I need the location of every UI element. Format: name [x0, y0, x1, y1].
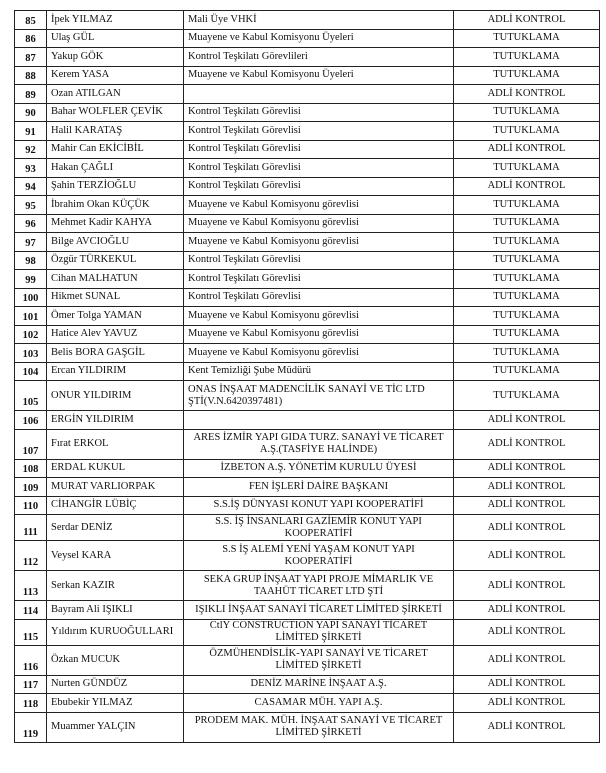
table-row [15, 496, 600, 515]
position-title: CASAMAR MÜH. YAPI A.Ş. [184, 694, 454, 713]
table-row [15, 196, 600, 215]
table-row [15, 541, 600, 571]
row-number: 91 [15, 122, 47, 141]
position-title: IŞIKLI İNŞAAT SANAYİ TİCARET LİMİTED ŞİRKETİ [184, 601, 454, 620]
person-name: Mehmet Kadir KAHYA [47, 214, 184, 233]
person-name: İpek YILMAZ [47, 11, 184, 30]
position-title: Muayene ve Kabul Komisyonu görevlisi [184, 307, 454, 326]
table-row [15, 362, 600, 381]
legal-status: TUTUKLAMA [454, 196, 600, 215]
person-name: Şahin TERZİOĞLU [47, 177, 184, 196]
position-title: Kontrol Teşkilatı Görevlisi [184, 251, 454, 270]
position-title: SEKA GRUP İNŞAAT YAPI PROJE MİMARLIK VE TAAHÜT TİCARET LTD ŞTİ [184, 571, 454, 601]
legal-status: ADLİ KONTROL [454, 140, 600, 159]
row-number: 116 [15, 645, 47, 675]
person-name: CİHANGİR LÜBİÇ [47, 496, 184, 515]
position-title [184, 411, 454, 430]
row-number: 110 [15, 496, 47, 515]
row-number: 113 [15, 571, 47, 601]
position-title: Muayene ve Kabul Komisyonu Üyeleri [184, 29, 454, 48]
table-row [15, 571, 600, 601]
table-row [15, 694, 600, 713]
table-row [15, 429, 600, 459]
table-row [15, 325, 600, 344]
row-number: 115 [15, 619, 47, 645]
table-row [15, 177, 600, 196]
position-title: PRODEM MAK. MÜH. İNŞAAT SANAYİ VE TİCARET LİMİTED ŞİRKETİ [184, 712, 454, 742]
table-row [15, 270, 600, 289]
row-number: 112 [15, 541, 47, 571]
legal-status: TUTUKLAMA [454, 344, 600, 363]
row-number: 103 [15, 344, 47, 363]
row-number: 95 [15, 196, 47, 215]
row-number: 94 [15, 177, 47, 196]
position-title: Kontrol Teşkilatı Görevlisi [184, 270, 454, 289]
person-name: İbrahim Okan KÜÇÜK [47, 196, 184, 215]
legal-status: ADLİ KONTROL [454, 541, 600, 571]
table-row [15, 140, 600, 159]
person-name: Bilge AVCIOĞLU [47, 233, 184, 252]
table-row [15, 288, 600, 307]
row-number: 85 [15, 11, 47, 30]
legal-status: TUTUKLAMA [454, 362, 600, 381]
legal-status: ADLİ KONTROL [454, 85, 600, 104]
row-number: 118 [15, 694, 47, 713]
table-row [15, 122, 600, 141]
person-name: Hakan ÇAĞLI [47, 159, 184, 178]
position-title: DENİZ MARİNE İNŞAAT A.Ş. [184, 675, 454, 694]
legal-status: TUTUKLAMA [454, 214, 600, 233]
position-title: S.S İŞ ALEMİ YENİ YAŞAM KONUT YAPI KOOPERATİFİ [184, 541, 454, 571]
table-row [15, 214, 600, 233]
table-row [15, 675, 600, 694]
row-number: 105 [15, 381, 47, 411]
legal-status: ADLİ KONTROL [454, 694, 600, 713]
legal-status: ADLİ KONTROL [454, 601, 600, 620]
table-row [15, 411, 600, 430]
row-number: 90 [15, 103, 47, 122]
table-row [15, 601, 600, 620]
position-title: S.S. İŞ İNSANLARI GAZİEMİR KONUT YAPI KOOPERATİFİ [184, 515, 454, 541]
row-number: 108 [15, 459, 47, 478]
row-number: 111 [15, 515, 47, 541]
legal-status: ADLİ KONTROL [454, 675, 600, 694]
legal-status: ADLİ KONTROL [454, 478, 600, 497]
legal-status: TUTUKLAMA [454, 29, 600, 48]
row-number: 93 [15, 159, 47, 178]
person-name: Belis BORA GAŞGİL [47, 344, 184, 363]
person-name: Ozan ATILGAN [47, 85, 184, 104]
legal-status: ADLİ KONTROL [454, 411, 600, 430]
row-number: 88 [15, 66, 47, 85]
position-title: Muayene ve Kabul Komisyonu Üyeleri [184, 66, 454, 85]
person-name: Bahar WOLFLER ÇEVİK [47, 103, 184, 122]
legal-status: ADLİ KONTROL [454, 459, 600, 478]
table-row [15, 29, 600, 48]
person-name: Mahir Can EKİCİBİL [47, 140, 184, 159]
table-row [15, 344, 600, 363]
person-name: Cihan MALHATUN [47, 270, 184, 289]
position-title: Muayene ve Kabul Komisyonu görevlisi [184, 325, 454, 344]
person-name: MURAT VARLIORPAK [47, 478, 184, 497]
row-number: 117 [15, 675, 47, 694]
row-number: 101 [15, 307, 47, 326]
legal-status: ADLİ KONTROL [454, 619, 600, 645]
person-name: ONUR YILDIRIM [47, 381, 184, 411]
table-row [15, 85, 600, 104]
person-name: Serdar DENİZ [47, 515, 184, 541]
position-title: Kontrol Teşkilatı Görevlisi [184, 122, 454, 141]
person-name: Hatice Alev YAVUZ [47, 325, 184, 344]
row-number: 89 [15, 85, 47, 104]
legal-status: ADLİ KONTROL [454, 496, 600, 515]
row-number: 87 [15, 48, 47, 67]
table-row [15, 103, 600, 122]
person-name: Özgür TÜRKEKUL [47, 251, 184, 270]
person-name: Fırat ERKOL [47, 429, 184, 459]
person-name: Ömer Tolga YAMAN [47, 307, 184, 326]
position-title [184, 85, 454, 104]
table-row [15, 381, 600, 411]
position-title: Kontrol Teşkilatı Görevlisi [184, 103, 454, 122]
position-title: Kontrol Teşkilatı Görevlisi [184, 140, 454, 159]
position-title: Kontrol Teşkilatı Görevlisi [184, 177, 454, 196]
table-row [15, 307, 600, 326]
row-number: 99 [15, 270, 47, 289]
row-number: 114 [15, 601, 47, 620]
legal-status: TUTUKLAMA [454, 233, 600, 252]
table-row [15, 645, 600, 675]
table-row [15, 459, 600, 478]
row-number: 92 [15, 140, 47, 159]
row-number: 104 [15, 362, 47, 381]
legal-status: ADLİ KONTROL [454, 429, 600, 459]
table-row [15, 712, 600, 742]
legal-status: TUTUKLAMA [454, 66, 600, 85]
row-number: 102 [15, 325, 47, 344]
table-body [15, 11, 600, 743]
person-name: ERGİN YILDIRIM [47, 411, 184, 430]
table-row [15, 11, 600, 30]
person-name: Ercan YILDIRIM [47, 362, 184, 381]
legal-status: TUTUKLAMA [454, 288, 600, 307]
person-name: Kerem YASA [47, 66, 184, 85]
person-name: Özkan MUCUK [47, 645, 184, 675]
position-title: Muayene ve Kabul Komisyonu görevlisi [184, 214, 454, 233]
row-number: 109 [15, 478, 47, 497]
legal-status: ADLİ KONTROL [454, 515, 600, 541]
legal-status: ADLİ KONTROL [454, 177, 600, 196]
table-row [15, 515, 600, 541]
position-title: ONAS İNŞAAT MADENCİLİK SANAYİ VE TİC LTD ŞTİ(V.N.6420397481) [184, 381, 454, 411]
position-title: Kontrol Teşkilatı Görevlisi [184, 159, 454, 178]
position-title: Muayene ve Kabul Komisyonu görevlisi [184, 344, 454, 363]
legal-status: TUTUKLAMA [454, 48, 600, 67]
position-title: CtlY CONSTRUCTION YAPI SANAYİ TİCARET LİMİTED ŞİRKETİ [184, 619, 454, 645]
legal-status: ADLİ KONTROL [454, 712, 600, 742]
person-name: Hikmet SUNAL [47, 288, 184, 307]
position-title: ÖZMÜHENDİSLİK-YAPI SANAYİ VE TİCARET LİMİTED ŞİRKETİ [184, 645, 454, 675]
position-title: FEN İŞLERİ DAİRE BAŞKANI [184, 478, 454, 497]
row-number: 100 [15, 288, 47, 307]
person-name: Nurten GÜNDÜZ [47, 675, 184, 694]
position-title: ARES İZMİR YAPI GIDA TURZ. SANAYİ VE TİCARET A.Ş.(TASFİYE HALİNDE) [184, 429, 454, 459]
row-number: 96 [15, 214, 47, 233]
row-number: 98 [15, 251, 47, 270]
person-name: Yakup GÖK [47, 48, 184, 67]
position-title: S.S.İŞ DÜNYASI KONUT YAPI KOOPERATİFİ [184, 496, 454, 515]
table-row [15, 478, 600, 497]
person-name: Serkan KAZIR [47, 571, 184, 601]
legal-status: TUTUKLAMA [454, 122, 600, 141]
legal-status: TUTUKLAMA [454, 381, 600, 411]
position-title: Muayene ve Kabul Komisyonu görevlisi [184, 196, 454, 215]
legal-status: TUTUKLAMA [454, 159, 600, 178]
person-name: Ebubekir YILMAZ [47, 694, 184, 713]
legal-status: TUTUKLAMA [454, 251, 600, 270]
person-name: Veysel KARA [47, 541, 184, 571]
legal-status: TUTUKLAMA [454, 103, 600, 122]
row-number: 119 [15, 712, 47, 742]
legal-status: ADLİ KONTROL [454, 11, 600, 30]
person-name: Halil KARATAŞ [47, 122, 184, 141]
person-name: ERDAL KUKUL [47, 459, 184, 478]
legal-status: TUTUKLAMA [454, 270, 600, 289]
row-number: 97 [15, 233, 47, 252]
position-title: Kent Temizliği Şube Müdürü [184, 362, 454, 381]
legal-status: ADLİ KONTROL [454, 571, 600, 601]
legal-status: TUTUKLAMA [454, 307, 600, 326]
legal-status: TUTUKLAMA [454, 325, 600, 344]
person-name: Bayram Ali IŞIKLI [47, 601, 184, 620]
row-number: 86 [15, 29, 47, 48]
row-number: 107 [15, 429, 47, 459]
suspect-list-table [14, 10, 600, 743]
person-name: Yıldırım KURUOĞULLARI [47, 619, 184, 645]
person-name: Muammer YALÇIN [47, 712, 184, 742]
row-number: 106 [15, 411, 47, 430]
position-title: Mali Üye VHKİ [184, 11, 454, 30]
table-row [15, 48, 600, 67]
position-title: Kontrol Teşkilatı Görevlisi [184, 288, 454, 307]
table-row [15, 233, 600, 252]
table-row [15, 619, 600, 645]
legal-status: ADLİ KONTROL [454, 645, 600, 675]
position-title: Kontrol Teşkilatı Görevlileri [184, 48, 454, 67]
table-row [15, 66, 600, 85]
table-row [15, 159, 600, 178]
position-title: Muayene ve Kabul Komisyonu görevlisi [184, 233, 454, 252]
person-name: Ulaş GÜL [47, 29, 184, 48]
table-row [15, 251, 600, 270]
position-title: İZBETON A.Ş. YÖNETİM KURULU ÜYESİ [184, 459, 454, 478]
